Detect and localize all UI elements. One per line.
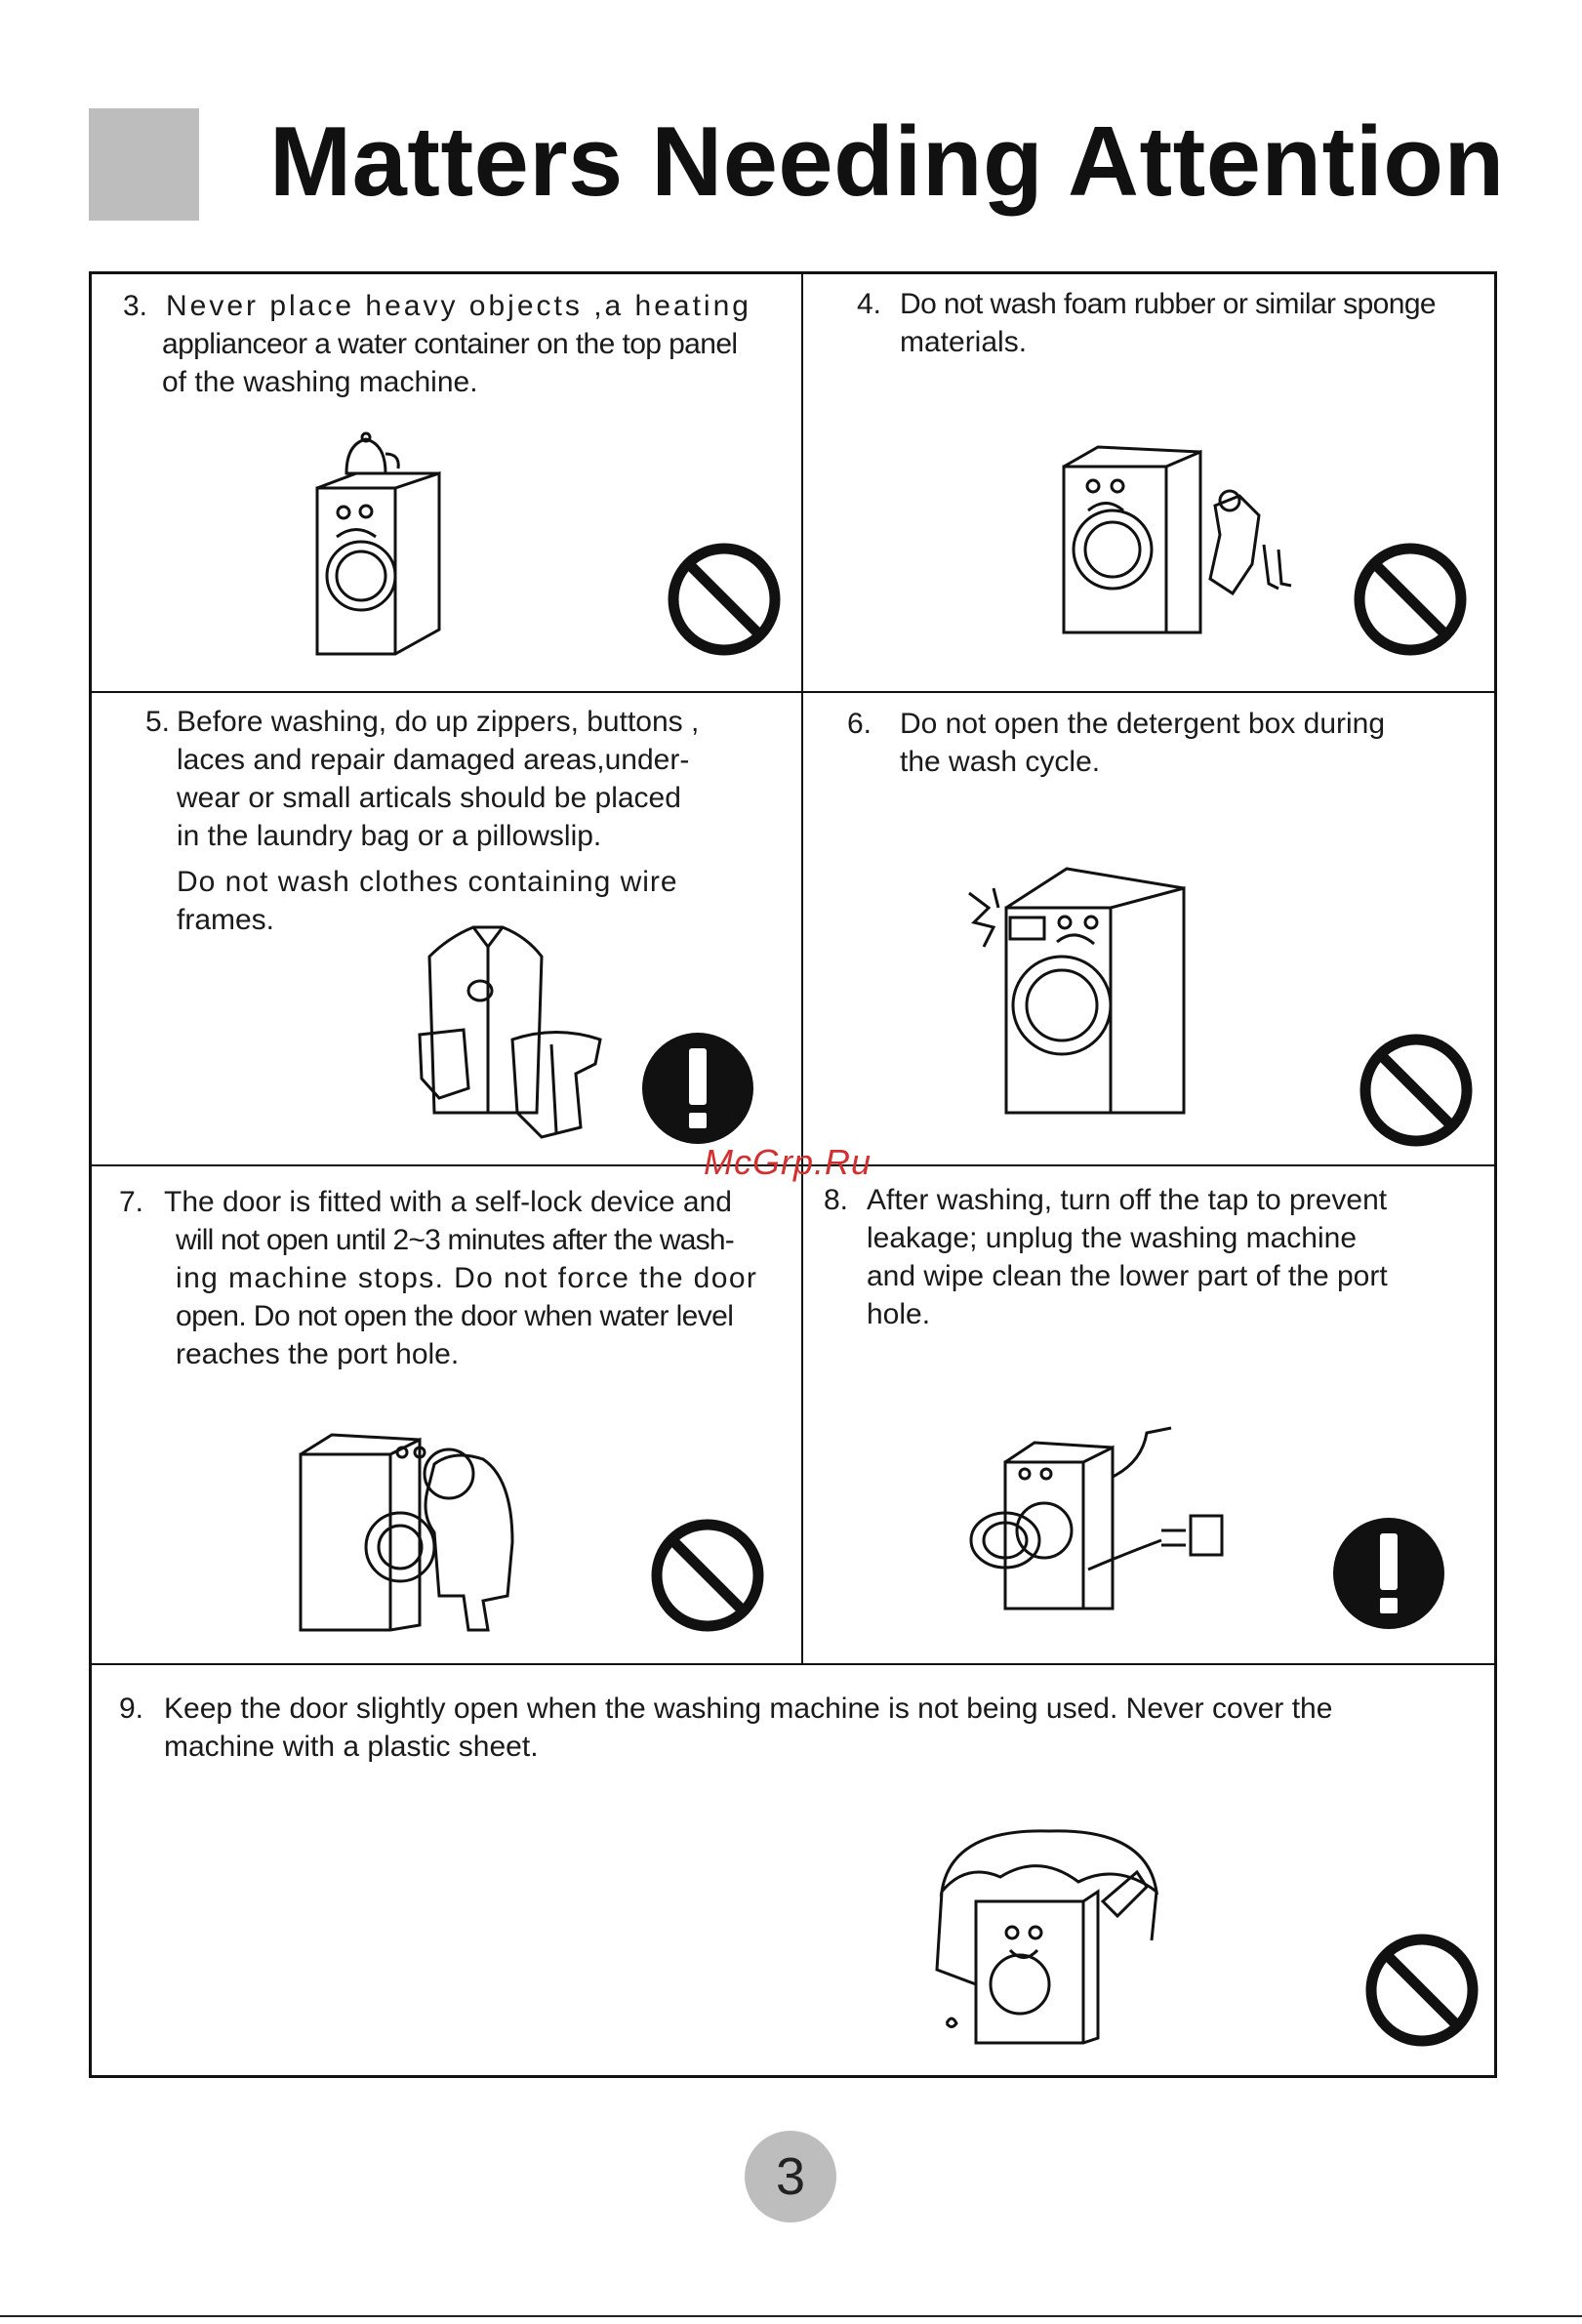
item-line: materials. [900, 326, 1028, 358]
item-number: 7. [119, 1186, 144, 1218]
item-8-text [824, 1181, 1468, 1333]
item-line: The door is fitted with a self-lock device and [164, 1186, 732, 1218]
prohibition-icon [650, 1518, 765, 1633]
washer-with-clothes-illustration [1059, 437, 1303, 642]
item-line: wear or small articals should be placed [177, 782, 681, 814]
item-number: 4. [857, 288, 882, 320]
angry-washer-illustration [959, 864, 1194, 1127]
prohibition-icon [1364, 1933, 1480, 2048]
item-5-text [145, 703, 750, 939]
item-line: the wash cycle. [900, 746, 1101, 778]
item-line: in the laundry bag or a pillowslip. [177, 820, 602, 852]
item-4-text [857, 285, 1491, 361]
item-line: applianceor a water container on the top panel [162, 328, 738, 360]
item-line: open. Do not open the door when water level [176, 1300, 734, 1332]
item-3-text [123, 287, 772, 401]
item-number: 9. [119, 1692, 144, 1725]
item-line: Do not wash foam rubber or similar sponge [900, 288, 1437, 320]
item-line: Do not wash clothes containing wire [177, 866, 678, 898]
item-number: 3. [123, 290, 148, 322]
item-line: Never place heavy objects ,a heating [166, 290, 751, 322]
covered-washer-illustration [922, 1823, 1171, 2048]
item-line: will not open until 2~3 minutes after the wash- [176, 1224, 734, 1256]
item-number: 6. [847, 708, 872, 740]
item-line: ing machine stops. Do not force the door [176, 1262, 758, 1294]
prohibition-icon [667, 542, 782, 657]
item-line: reaches the port hole. [176, 1338, 460, 1370]
prohibition-icon [1359, 1033, 1474, 1148]
header-square [89, 108, 199, 221]
item-line: Before washing, do up zippers, buttons , [177, 706, 700, 738]
item-line: Keep the door slightly open when the washing machine is not being used. Never cover the [164, 1692, 1333, 1725]
footer-rule [0, 2315, 1582, 2317]
item-line: and wipe clean the lower part of the port [867, 1260, 1388, 1292]
item-line: machine with a plastic sheet. [164, 1731, 539, 1763]
item-9-text [119, 1690, 1476, 1766]
item-line: hole. [867, 1298, 931, 1330]
item-line: of the washing machine. [162, 366, 478, 398]
item-7-text [119, 1183, 783, 1373]
row-divider [89, 691, 1497, 693]
item-6-text [847, 705, 1452, 781]
washer-unplugged-illustration [966, 1423, 1230, 1618]
item-line: Do not open the detergent box during [900, 708, 1386, 740]
prohibition-icon [1353, 542, 1468, 657]
item-line: frames. [177, 904, 275, 936]
item-number: 8. [824, 1184, 849, 1216]
item-line: leakage; unplug the washing machine [867, 1222, 1358, 1254]
attention-icon [642, 1033, 753, 1144]
washer-with-kettle-illustration [293, 429, 459, 664]
item-number: 5. [145, 706, 171, 738]
item-line: After washing, turn off the tap to prevent [867, 1184, 1388, 1216]
item-line: laces and repair damaged areas,under- [177, 744, 690, 776]
column-divider [801, 271, 803, 1664]
attention-icon [1333, 1518, 1444, 1629]
watermark: McGrp.Ru [704, 1142, 872, 1182]
washer-with-person-illustration [293, 1425, 527, 1635]
row-divider [89, 1663, 1497, 1665]
page-number-badge: 3 [745, 2131, 836, 2222]
shirt-with-wire-illustration [410, 917, 615, 1152]
page-title: Matters Needing Attention [269, 107, 1505, 217]
